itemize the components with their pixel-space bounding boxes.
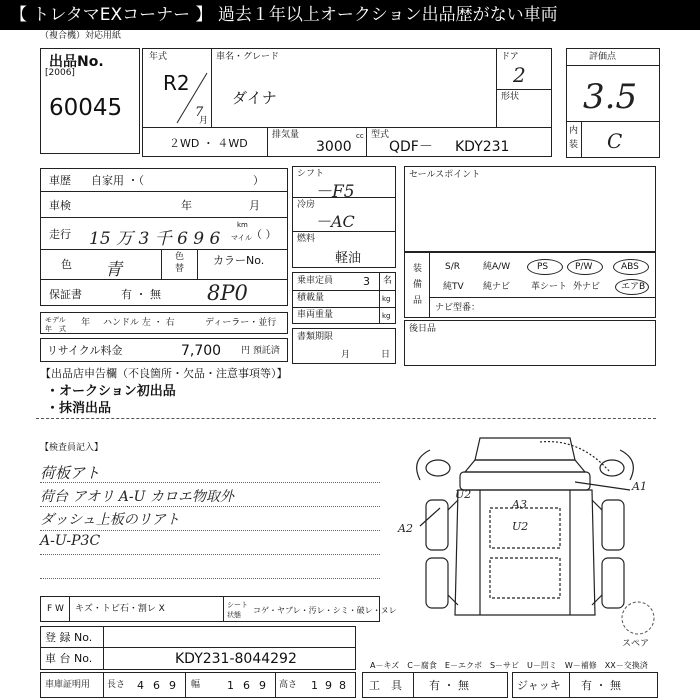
rear-label: 後日品: [409, 324, 437, 334]
declare-item-1: ・抹消出品: [46, 401, 112, 416]
color-change-2: 替: [175, 264, 185, 274]
len-digit-2: 9: [169, 679, 176, 692]
cert-label: 車庫証明用: [45, 680, 91, 690]
ac-label: 冷房: [297, 200, 316, 210]
equip-label-2: 品: [413, 296, 423, 306]
len-digit-1: 6: [153, 679, 160, 692]
inspector-note-1: 荷台 アオリ A-U カロエ物取外: [40, 489, 234, 505]
diagram-label-u2-left: U2: [455, 488, 472, 501]
disp-box: [267, 127, 367, 157]
equip-ext-navi: 外ナビ: [573, 282, 601, 292]
score-value: 3.5: [583, 77, 638, 117]
model-box: [211, 48, 497, 128]
len-label: 長さ: [107, 680, 126, 690]
equip-sr: S/R: [445, 262, 460, 272]
wid-label: 幅: [191, 680, 201, 690]
history-label: 車歴: [49, 174, 71, 187]
mid-spec-table: [292, 166, 396, 268]
spare-tire-icon: [618, 600, 658, 636]
left-info-table: [40, 168, 288, 306]
equip-leather: 革シート: [531, 282, 568, 292]
color-handwritten: 青: [105, 260, 122, 280]
seat-label-2: 状態: [227, 611, 241, 619]
banner-title: 【 トレタマEXコーナー 】 過去１年以上オークション出品歴がない車両: [0, 0, 700, 30]
disp-value: 3000: [316, 139, 352, 155]
fw-seat-row: [40, 596, 397, 622]
recycle-unit: 円 預託済: [241, 346, 280, 356]
mileage-handwritten: 15 万 3 千 6 9 6: [89, 229, 221, 249]
diagram-label-a2: A2: [398, 522, 413, 535]
chassis-label: 車 台 No.: [45, 652, 93, 665]
equipment-box: [404, 252, 656, 318]
lot-year: [2006]: [45, 68, 75, 78]
legend-text: A－キズ C－腐食 E－エクボ S－サビ U－凹ミ W－補修 XX－交換済: [370, 661, 648, 670]
mileage-paren: （ ）: [251, 228, 277, 241]
model-year-row: [40, 312, 288, 334]
len-digit-0: 4: [137, 679, 144, 692]
recycle-label: リサイクル料金: [47, 344, 123, 357]
shift-handwritten: －F5: [315, 182, 355, 202]
recycle-value: 7,700: [181, 343, 222, 359]
lot-number: 60045: [49, 95, 123, 121]
jack-value: 有 ・ 無: [581, 679, 621, 692]
fw-label: F W: [47, 604, 64, 614]
color-no-handwritten: 8P0: [207, 281, 248, 305]
type-box: [366, 127, 552, 157]
recycle-row: [40, 338, 288, 362]
inspect-label: 車検: [49, 199, 71, 212]
declare-title: 【出品店申告欄（不良箇所・欠品・注意事項等）】: [40, 367, 288, 380]
tool-box: [362, 672, 508, 698]
hgt-digit-1: 9: [325, 679, 332, 692]
chassis-value: KDY231-8044292: [175, 651, 297, 667]
score-box: [566, 48, 660, 158]
tool-value: 有 ・ 無: [429, 679, 469, 692]
inspector-note-3: A-U-P3C: [40, 533, 101, 549]
modelyear-dealer: ディーラー・並行: [205, 318, 277, 328]
equip-aw: 純A/W: [483, 262, 511, 272]
equip-abs: ABS: [621, 262, 639, 272]
ac-handwritten: －AC: [315, 212, 355, 231]
hgt-digit-0: 1: [311, 679, 318, 692]
inspect-month: 月: [249, 199, 260, 212]
month-unit: 月: [199, 116, 209, 126]
type-code: KDY231: [455, 139, 510, 155]
fuel-value: 軽油: [335, 251, 362, 266]
interior-label-2: 装: [569, 140, 579, 150]
type-label: 型式: [371, 130, 390, 140]
equip-label-1: 備: [413, 280, 423, 290]
year-era: R2: [163, 71, 190, 95]
seat-label-1: シート: [227, 601, 248, 609]
capacity-value: 3: [363, 275, 370, 288]
interior-label-1: 内: [569, 126, 579, 136]
sales-label: セールスポイント: [409, 170, 481, 180]
modelyear-handle: ハンドル 左 ・ 右: [103, 318, 175, 328]
modelyear-label-2: 年 式: [45, 325, 66, 333]
year-box: [142, 48, 212, 128]
rear-items-box: [404, 320, 656, 366]
docs-label: 書類期限: [297, 332, 334, 342]
modelyear-year: 年: [81, 318, 91, 328]
lot-box: [40, 48, 140, 154]
hgt-label: 高さ: [279, 680, 298, 690]
inspect-year: 年: [181, 199, 192, 212]
shape-label: 形状: [501, 92, 520, 102]
color-change-1: 色: [175, 252, 185, 262]
declare-item-0: ・オークション初出品: [46, 384, 176, 399]
tool-label: 工 具: [369, 679, 402, 692]
mileage-label: 走行: [49, 228, 71, 241]
top-note: （複合機）対応用紙: [40, 31, 122, 41]
inspector-note-0: 荷板アト: [40, 464, 101, 482]
score-label: 評価点: [589, 52, 617, 62]
capacity-unit: 名: [383, 276, 393, 286]
navi-label: ナビ型番：: [435, 303, 481, 313]
wid-digit-0: 1: [227, 679, 234, 692]
jack-box: [512, 672, 658, 698]
diagram-label-u2-center: U2: [512, 520, 529, 533]
equip-pw: P/W: [575, 262, 593, 272]
fuel-label: 燃料: [297, 234, 316, 244]
load-unit: kg: [382, 295, 391, 303]
door-value: 2: [513, 63, 526, 87]
docs-day: 日: [381, 350, 391, 360]
lot-label: 出品No.: [49, 54, 104, 70]
registration-table: [40, 626, 356, 670]
interior-value: C: [607, 129, 623, 153]
hgt-digit-2: 8: [339, 679, 346, 692]
drive-box: [142, 127, 268, 157]
model-name: ダイナ: [232, 89, 277, 107]
disp-label: 排気量: [272, 130, 300, 140]
color-no-label: カラーNo.: [213, 254, 265, 267]
year-month: 7: [195, 105, 204, 120]
drive-label: ２WD ・ ４WD: [169, 137, 248, 150]
shift-label: シフト: [297, 169, 325, 179]
history-close: ）: [253, 174, 264, 187]
diagram-label-a3: A3: [512, 498, 527, 511]
door-label: ドア: [501, 52, 519, 62]
sales-point-box: [404, 166, 656, 252]
equip-label-0: 装: [413, 264, 423, 274]
year-label: 年式: [149, 52, 168, 62]
garage-cert-row: [40, 672, 356, 698]
weight-label: 車両重量: [297, 310, 334, 320]
wid-digit-1: 6: [243, 679, 250, 692]
inspector-title: 【検査員記入】: [40, 443, 104, 453]
jack-label: ジャッキ: [517, 679, 561, 692]
docs-month: 月: [341, 350, 351, 360]
modelyear-label-1: モデル: [45, 316, 66, 324]
equip-navi: 純ナビ: [483, 282, 511, 292]
seat-text: コゲ・ヤブレ・汚レ・シミ・破レ・ヌレ: [253, 606, 397, 615]
history-value: 自家用 ・（: [91, 174, 144, 187]
mileage-unit-km: km: [237, 221, 248, 229]
capacity-label: 乗車定員: [297, 276, 334, 286]
equip-tv: 純TV: [443, 282, 464, 292]
warranty-value: 有 ・ 無: [121, 288, 161, 301]
wid-digit-2: 9: [259, 679, 266, 692]
type-prefix: QDF－: [389, 139, 433, 155]
door-box: [496, 48, 552, 128]
separator: [36, 418, 656, 419]
equip-ps: PS: [537, 262, 549, 272]
disp-unit: cc: [356, 132, 364, 140]
diagram-label-al: A1: [632, 480, 647, 493]
equip-airbag: エアB: [621, 282, 646, 292]
weight-unit: kg: [382, 312, 391, 320]
model-label: 車名・グレード: [216, 52, 280, 62]
mileage-unit-mile: マイル: [231, 234, 252, 242]
fw-text: キズ・トビ石・割レ X: [75, 604, 165, 614]
color-label: 色: [61, 258, 72, 271]
load-label: 積載量: [297, 293, 325, 303]
spare-label: スペア: [622, 639, 650, 649]
inspector-note-2: ダッシュ上板のリアト: [40, 512, 180, 528]
docs-table: [292, 328, 396, 364]
warranty-label: 保証書: [49, 288, 82, 301]
capacity-table: [292, 272, 396, 324]
reg-label: 登 録 No.: [45, 631, 93, 644]
